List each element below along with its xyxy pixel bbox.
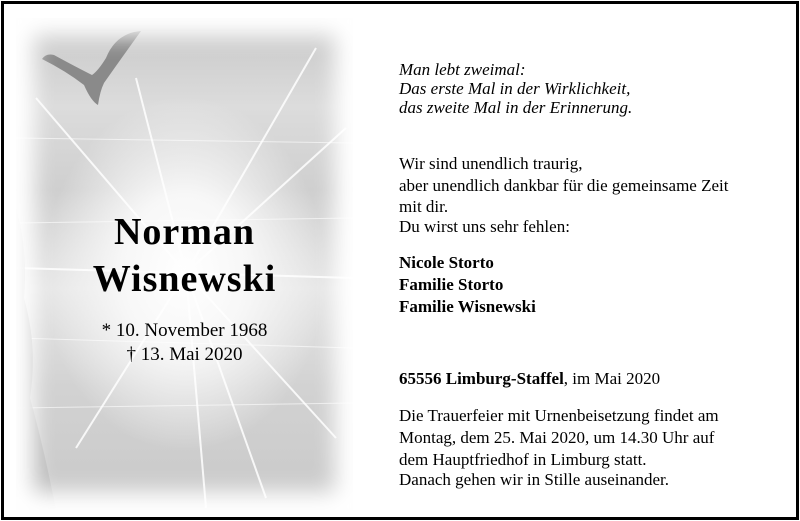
message-line-2: aber unendlich dankbar für die gemeinsame Zeit: [399, 176, 729, 195]
message-line-4: Du wirst uns sehr fehlen:: [399, 217, 570, 236]
quote-line-1: Man lebt zweimal:: [399, 60, 526, 79]
deceased-first-name: Norman: [113, 211, 256, 253]
deceased-last-name: Wisnewski: [92, 258, 277, 300]
memorial-photo: [16, 18, 353, 510]
place-location: 65556 Limburg-Staffel: [399, 369, 564, 388]
message-line-3: mit dir.: [399, 197, 449, 216]
obituary-frame: [1, 1, 799, 520]
mourner-3: Familie Wisnewski: [399, 297, 536, 316]
birth-date: * 10. November 1968: [101, 320, 268, 341]
place-date-suffix: , im Mai 2020: [563, 369, 661, 388]
message-line-1: Wir sind unendlich traurig,: [399, 154, 583, 173]
ceremony-line-2: Montag, dem 25. Mai 2020, um 14.30 Uhr auf: [399, 428, 715, 447]
ceremony-line-1: Die Trauerfeier mit Urnenbeisetzung findet am: [399, 406, 719, 425]
mourner-1: Nicole Storto: [399, 253, 494, 272]
mourner-2: Familie Storto: [399, 275, 504, 294]
quote-line-2: Das erste Mal in der Wirklichkeit,: [399, 79, 631, 98]
ceremony-line-4: Danach gehen wir in Stille auseinander.: [399, 470, 670, 489]
quote-line-3: das zweite Mal in der Erinnerung.: [399, 98, 633, 117]
death-date: † 13. Mai 2020: [126, 344, 243, 365]
place-date: [399, 369, 660, 388]
ceremony-line-3: dem Hauptfriedhof in Limburg statt.: [399, 450, 647, 469]
